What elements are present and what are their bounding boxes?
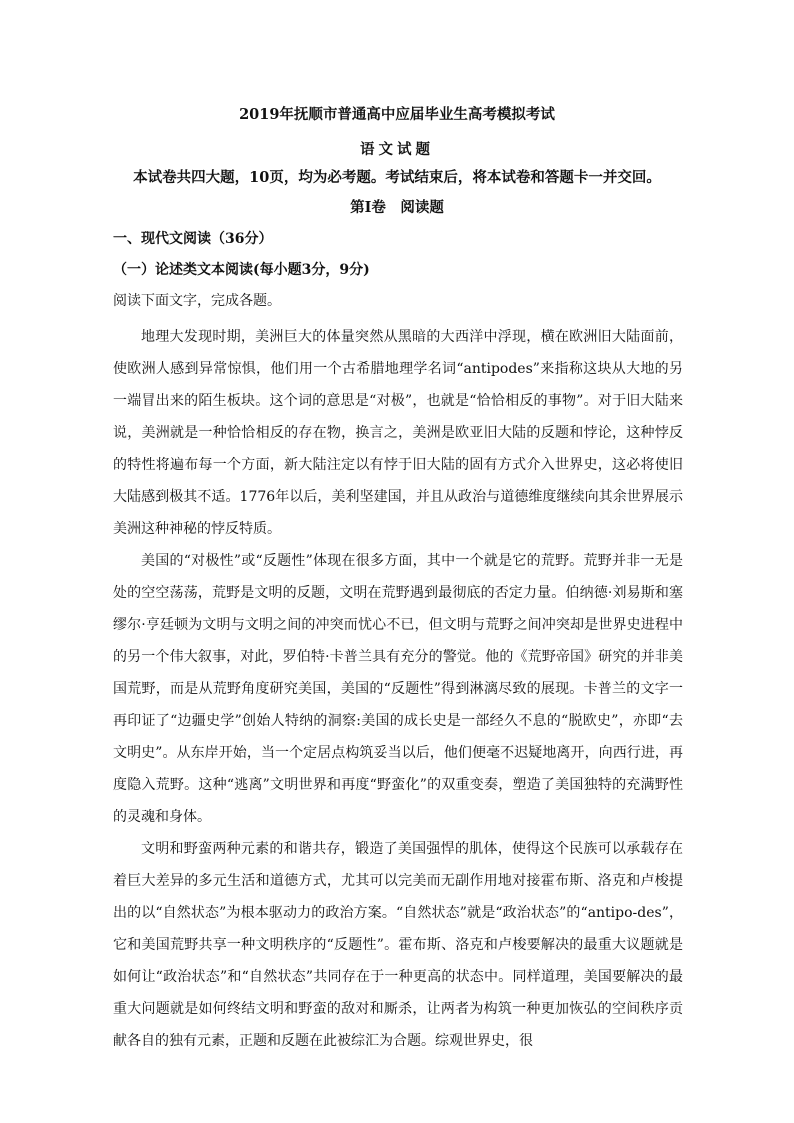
section-heading: 一、现代文阅读（36分） bbox=[113, 231, 273, 247]
passage-paragraph-3: 文明和野蛮两种元素的和谐共存，锻造了美国强悍的肌体，使得这个民族可以承载存在着巨大差异的多元生活和道德方式，尤其可以完美而无副作用地对接霍布斯、洛克和卢梭提出的以“自然状态”为根本驱动力的政治方案。“自然状态”就是“政治状态”的“antipo-des”，它和美国荒野共享一种文明秩序的“反题性”。霍布斯、洛克和卢梭要解决的最重大议题就是如何让“政治状态”和“自然状态”共同存在于一种更高的状态中。同样道理，美国要解决的最重大问题就是如何终结文明和野蛮的敌对和厮杀，让两者为构筑一种更加恢弘的空间秩序贡献各自的独有元素，正题和反题在此被综汇为合题。综观世界史，很 bbox=[113, 841, 683, 1049]
exam-subtitle: 语文试题 bbox=[360, 141, 434, 158]
passage-paragraph-1: 地理大发现时期，美洲巨大的体量突然从黑暗的大西洋中浮现，横在欧洲旧大陆面前，使欧洲人感到异常惊惧，他们用一个古希腊地理学名词“antipodes”来指称这块从大地的另一端冒出来的陌生板块。这个词的意思是“对极”，也就是“恰恰相反的事物”。对于旧大陆来说，美洲就是一种恰恰相反的存在物，换言之，美洲是欧亚旧大陆的反题和悖论，这种悖反的特性将遍布每一个方面，新大陆注定以有悖于旧大陆的固有方式介入世界史，这必将使旧大陆感到极其不适。1776年以后，美利坚建国，并且从政治与道德维度继续向其余世界展示美洲这种神秘的悖反特质。 bbox=[113, 329, 683, 537]
volume-heading: 第Ⅰ卷 阅读题 bbox=[350, 199, 444, 216]
reading-passage bbox=[113, 321, 683, 1057]
subsection-heading: （一）论述类文本阅读(每小题3分，9分) bbox=[113, 262, 370, 278]
reading-instruction: 阅读下面文字，完成各题。 bbox=[113, 293, 281, 309]
exam-notice: 本试卷共四大题，10页，均为必考题。考试结束后，将本试卷和答题卡一并交回。 bbox=[133, 169, 661, 186]
exam-title: 2019年抚顺市普通高中应届毕业生高考模拟考试 bbox=[239, 106, 555, 123]
passage-paragraph-2: 美国的“对极性”或“反题性”体现在很多方面，其中一个就是它的荒野。荒野并非一无是处的空空荡荡，荒野是文明的反题，文明在荒野遇到最彻底的否定力量。伯纳德·刘易斯和塞缪尔·亨廷顿为文明与文明之间的冲突而忧心不已，但文明与荒野之间冲突却是世界史进程中的另一个伟大叙事，对此，罗伯特·卡普兰具有充分的警觉。他的《荒野帝国》研究的并非美国荒野，而是从荒野角度研究美国，美国的“反题性”得到淋漓尽致的展现。卡普兰的文字一再印证了“边疆史学”创始人特纳的洞察:美国的成长史是一部经久不息的“脱欧史”，亦即“去文明史”。从东岸开始，当一个定居点构筑妥当以后，他们便毫不迟疑地离开，向西行进，再度隐入荒野。这种“逃离”文明世界和再度“野蛮化”的双重变奏，塑造了美国独特的充满野性的灵魂和身体。 bbox=[113, 553, 683, 825]
